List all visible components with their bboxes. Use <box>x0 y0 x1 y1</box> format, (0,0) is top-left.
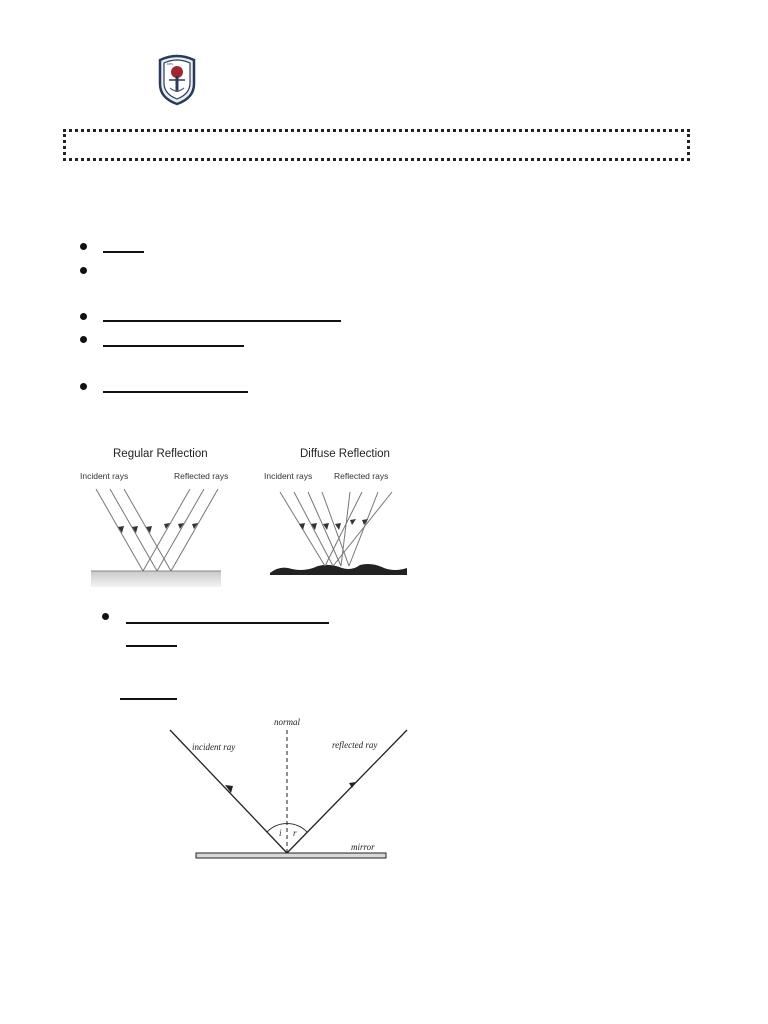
regular-reflected-label: Reflected rays <box>174 471 229 481</box>
diffuse-reflected-label: Reflected rays <box>334 471 389 481</box>
mirror-label: mirror <box>351 842 375 852</box>
normal-label: normal <box>274 717 301 727</box>
angle-r-label: r <box>293 828 297 838</box>
reflected-ray-label: reflected ray <box>332 740 378 750</box>
regular-reflection-title: Regular Reflection <box>113 448 208 460</box>
incident-ray-label: incident ray <box>192 742 236 752</box>
mirror-surface <box>196 853 386 858</box>
incident-ray <box>170 730 287 853</box>
svg-text:DPS: DPS <box>167 62 174 66</box>
reflected-ray <box>287 730 407 853</box>
diffuse-reflection-title: Diffuse Reflection <box>300 448 390 460</box>
reflected-arrow <box>349 782 356 788</box>
angle-i-label: i <box>279 828 282 838</box>
regular-incident-label: Incident rays <box>80 471 129 481</box>
diffuse-incident-label: Incident rays <box>264 471 313 481</box>
